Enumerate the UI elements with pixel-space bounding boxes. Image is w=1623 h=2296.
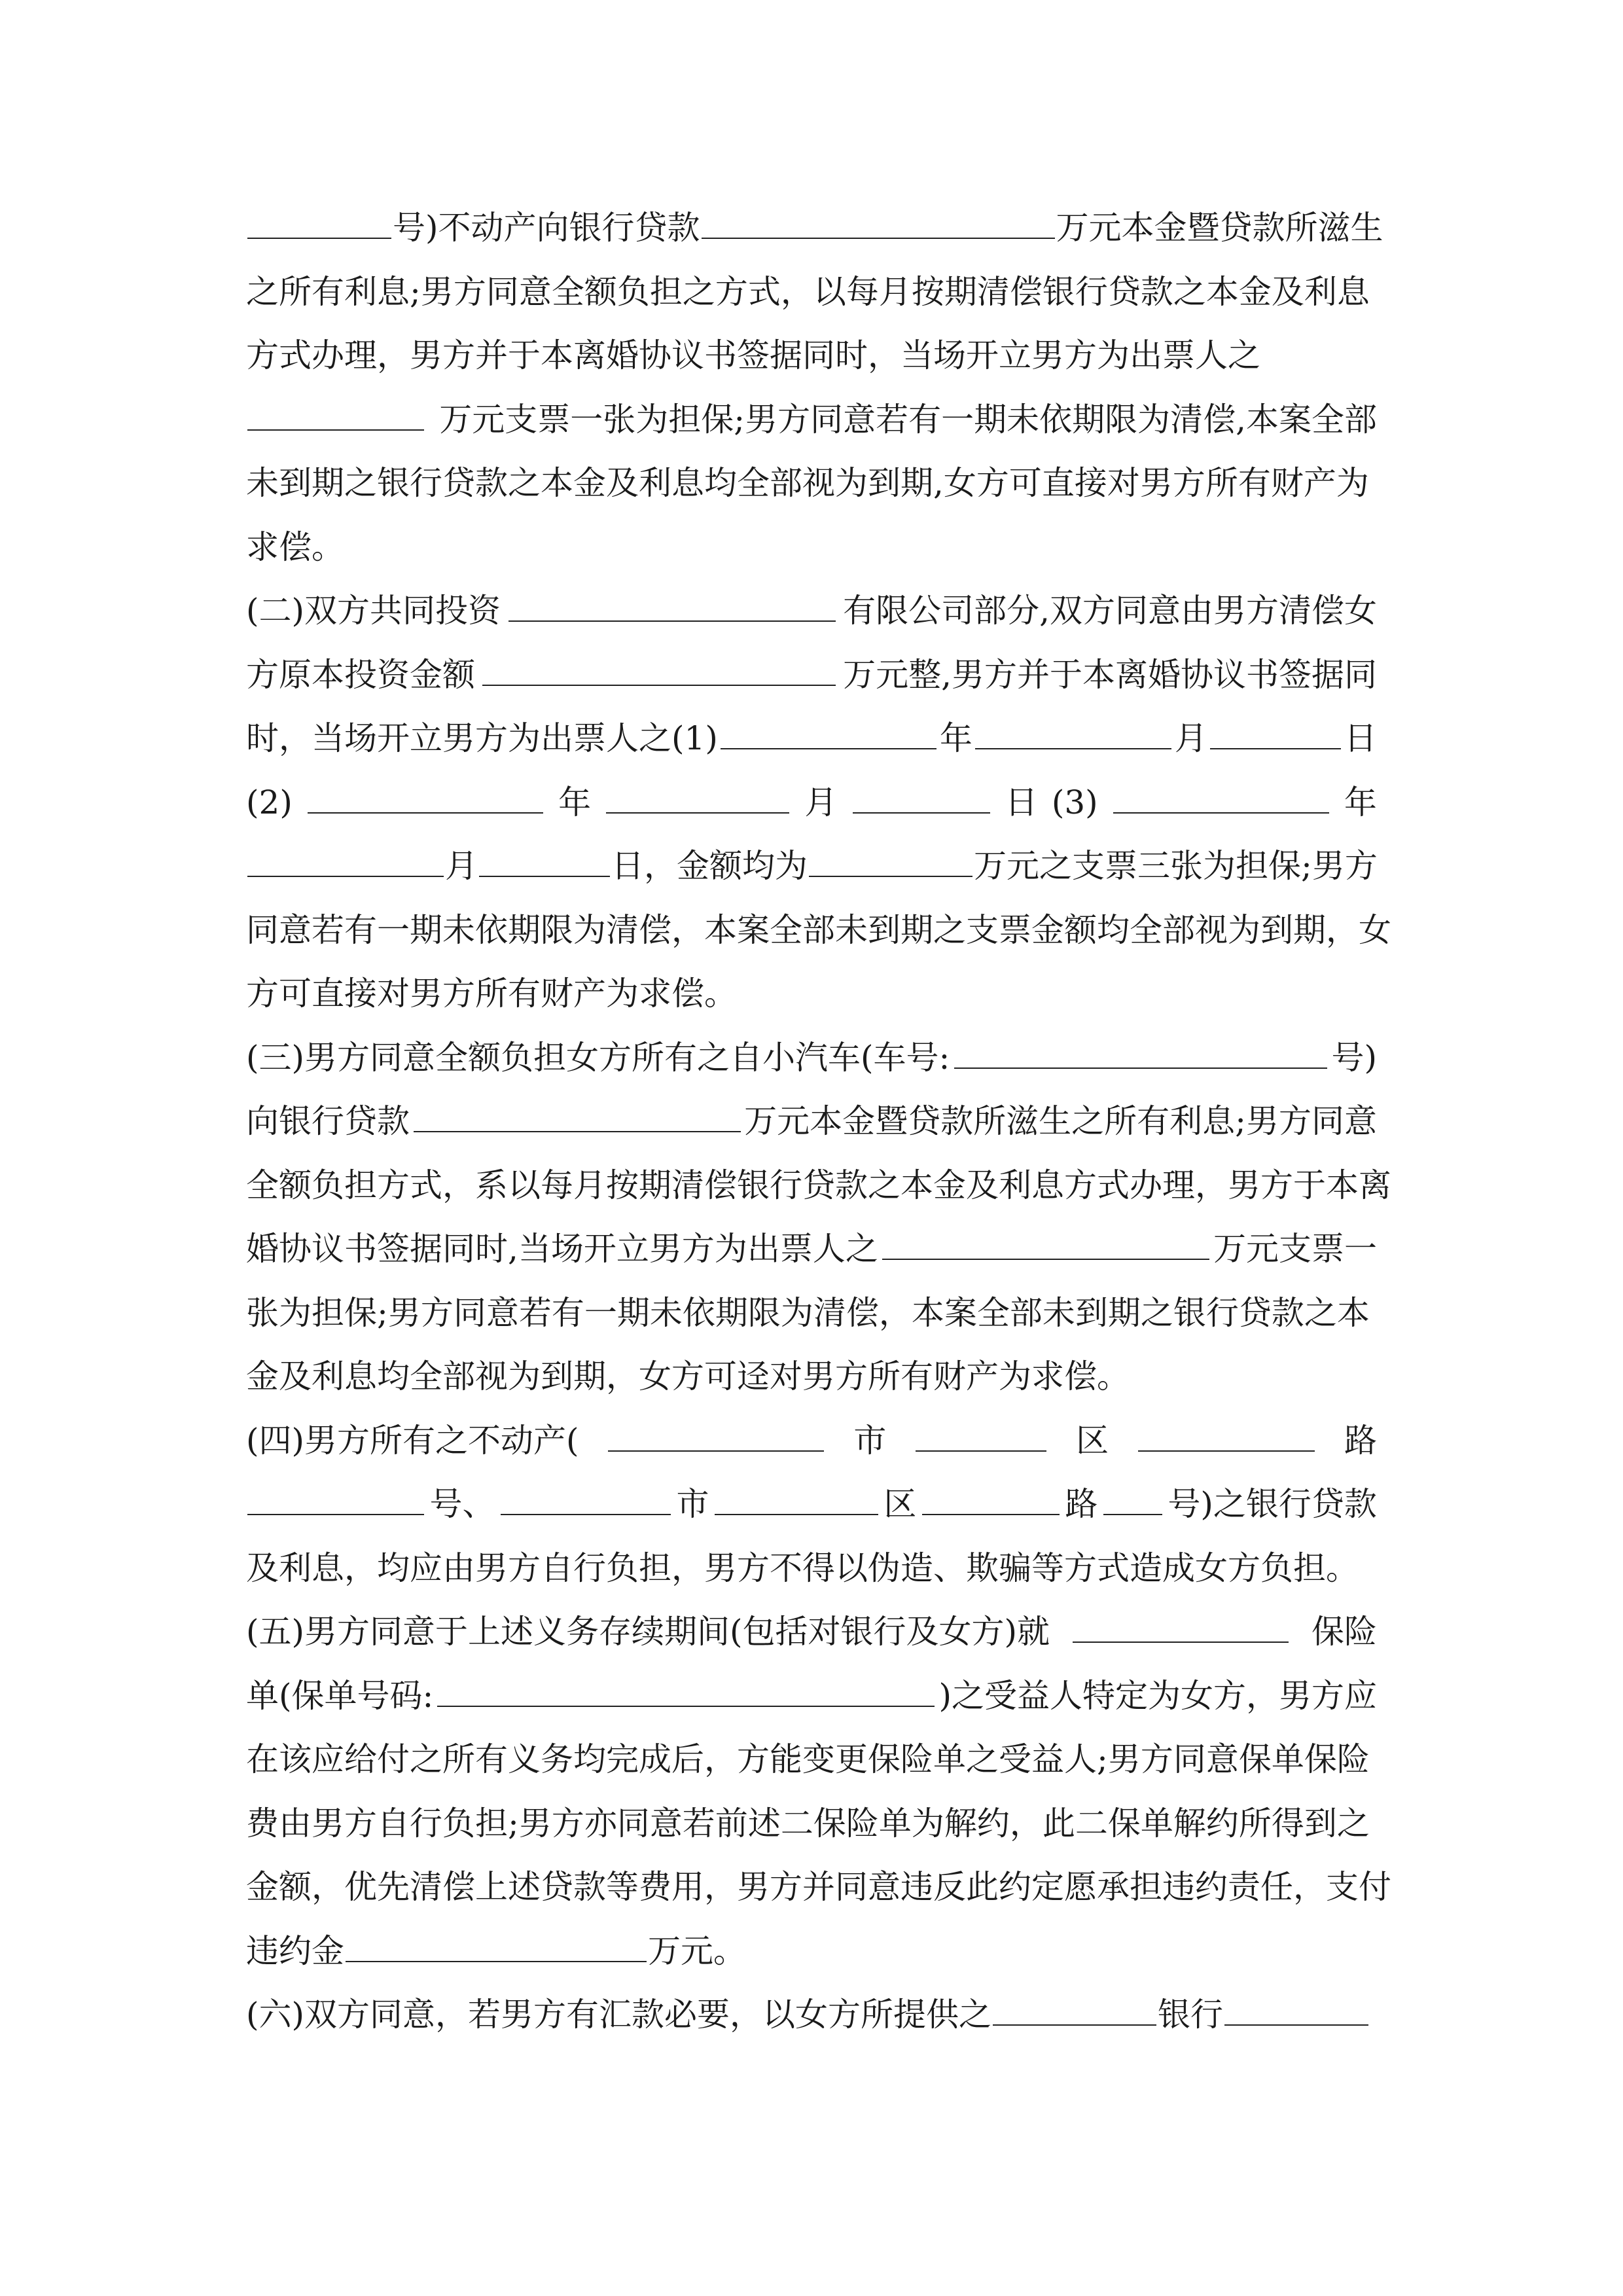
text-line [246, 707, 1377, 770]
text-segment: 号、 [429, 1485, 495, 1523]
text-segment: 万元之支票三张为担保;男方 [974, 847, 1378, 885]
text-line [246, 1282, 1377, 1345]
text-segment: 区 [1076, 1421, 1109, 1460]
fill-in-blank[interactable] [247, 390, 424, 431]
text-segment: 月 [445, 847, 478, 885]
text-segment: 费由男方自行负担;男方亦同意若前述二保险单为解约，此二保单解约所得到之 [246, 1804, 1370, 1842]
text-segment: 同意若有一期未依期限为清偿，本案全部未到期之支票金额均全部视为到期，女 [246, 910, 1391, 949]
text-segment: 市 [853, 1421, 887, 1460]
text-line [246, 388, 1377, 452]
text-segment: (二)双方共同投资 [246, 592, 501, 630]
text-line [246, 1983, 1377, 2047]
fill-in-blank[interactable] [882, 1219, 1209, 1260]
text-segment: 违约金 [246, 1931, 344, 1970]
text-segment: 金额，优先清偿上述贷款等费用，男方并同意违反此约定愿承担违约责任，支付 [246, 1868, 1391, 1906]
text-line [246, 452, 1377, 515]
text-segment: 保险 [1311, 1613, 1377, 1651]
text-segment: 方式办理，男方并于本离婚协议书签据同时，当场开立男方为出票人之 [246, 336, 1260, 374]
text-segment: 号)之银行贷款 [1168, 1485, 1377, 1523]
fill-in-blank[interactable] [809, 836, 972, 877]
text-segment: 求偿。 [246, 528, 344, 566]
text-line [246, 1856, 1391, 1919]
text-segment: )之受益人特定为女方，男方应 [938, 1676, 1377, 1715]
text-line [246, 1664, 1377, 1728]
text-line [246, 324, 1377, 387]
fill-in-blank[interactable] [993, 1985, 1156, 2026]
text-segment: 日，金额均为 [611, 847, 808, 885]
fill-in-blank[interactable] [346, 1922, 647, 1962]
text-segment: 万元。 [648, 1931, 746, 1970]
text-segment: 金及利息均全部视为到期，女方可迳对男方所有财产为求偿。 [246, 1357, 1130, 1395]
text-line [246, 643, 1377, 707]
text-segment: 年 [558, 783, 592, 821]
fill-in-blank[interactable] [508, 581, 836, 622]
text-segment: 号) [1331, 1038, 1377, 1077]
text-segment: 日 [1005, 783, 1038, 821]
text-line [246, 1537, 1377, 1600]
text-segment: 万元本金暨贷款所滋生之所有利息;男方同意 [744, 1102, 1377, 1140]
text-segment: 及利息，均应由男方自行负担，男方不得以伪造、欺骗等方式造成女方负担。 [246, 1549, 1359, 1587]
text-line [246, 260, 1377, 324]
fill-in-blank[interactable] [479, 836, 610, 877]
text-line [246, 962, 1377, 1026]
fill-in-blank[interactable] [501, 1475, 671, 1515]
text-segment: 方原本投资金额 [246, 655, 475, 694]
fill-in-blank[interactable] [308, 773, 543, 814]
text-line [246, 1217, 1377, 1281]
fill-in-blank[interactable] [247, 1475, 424, 1515]
text-line [246, 834, 1377, 898]
text-segment: 时，当场开立男方为出票人之(1) [246, 719, 718, 757]
fill-in-blank[interactable] [1138, 1411, 1315, 1452]
text-segment: 方可直接对男方所有财产为求偿。 [246, 975, 737, 1013]
text-segment: 年 [939, 719, 972, 757]
text-segment: 区 [883, 1485, 917, 1523]
fill-in-blank[interactable] [247, 836, 444, 877]
fill-in-blank[interactable] [1210, 709, 1341, 749]
fill-in-blank[interactable] [247, 198, 391, 239]
text-segment: 婚协议书签据同时,当场开立男方为出票人之 [246, 1230, 878, 1268]
text-segment: (2) [246, 783, 293, 821]
text-segment: 之所有利息;男方同意全额负担之方式，以每月按期清偿银行贷款之本金及利息 [246, 272, 1370, 311]
fill-in-blank[interactable] [1113, 773, 1329, 814]
text-segment: 日 [1344, 719, 1377, 757]
text-segment: 银行 [1158, 1996, 1224, 2034]
text-line [246, 1090, 1377, 1153]
fill-in-blank[interactable] [702, 198, 1055, 239]
text-segment: 号)不动产向银行贷款 [393, 209, 700, 247]
text-line [246, 1345, 1377, 1408]
text-segment: 在该应给付之所有义务均完成后，方能变更保险单之受益人;男方同意保单保险 [246, 1740, 1370, 1778]
text-line [246, 1409, 1377, 1473]
text-segment: 有限公司部分,双方同意由男方清偿女 [843, 592, 1377, 630]
fill-in-blank[interactable] [715, 1475, 878, 1515]
text-line [246, 516, 1377, 579]
text-segment: (五)男方同意于上述义务存续期间(包括对银行及女方)就 [246, 1613, 1050, 1651]
text-segment: 万元支票一 [1213, 1230, 1377, 1268]
text-line [246, 1792, 1377, 1856]
fill-in-blank[interactable] [414, 1092, 741, 1132]
text-line [246, 1920, 1377, 1983]
text-line [246, 1473, 1377, 1536]
text-line [246, 771, 1377, 834]
text-segment: 万元整,男方并于本离婚协议书签据同 [843, 655, 1377, 694]
text-line [246, 1600, 1377, 1664]
text-segment: 单(保单号码: [246, 1676, 434, 1715]
text-segment: 月 [804, 783, 838, 821]
fill-in-blank[interactable] [606, 773, 789, 814]
text-line [246, 899, 1391, 962]
text-line [246, 1154, 1391, 1217]
fill-in-blank[interactable] [437, 1666, 935, 1707]
fill-in-blank[interactable] [721, 709, 936, 749]
text-line [246, 1026, 1377, 1090]
text-segment: (六)双方同意，若男方有汇款必要，以女方所提供之 [246, 1996, 992, 2034]
text-line [246, 196, 1383, 260]
fill-in-blank[interactable] [916, 1411, 1046, 1452]
text-line [246, 579, 1377, 643]
fill-in-blank[interactable] [1224, 1985, 1368, 2026]
text-segment: 未到期之银行贷款之本金及利息均全部视为到期,女方可直接对男方所有财产为 [246, 464, 1369, 502]
text-segment: 年 [1344, 783, 1377, 821]
fill-in-blank[interactable] [853, 773, 990, 814]
text-segment: 全额负担方式，系以每月按期清偿银行贷款之本金及利息方式办理，男方于本离 [246, 1166, 1391, 1204]
text-segment: 张为担保;男方同意若有一期未依期限为清偿，本案全部未到期之银行贷款之本 [246, 1293, 1370, 1332]
text-segment: (三)男方同意全额负担女方所有之自小汽车(车号: [246, 1038, 950, 1077]
text-segment: 路 [1065, 1485, 1098, 1523]
fill-in-blank[interactable] [608, 1411, 824, 1452]
text-segment: 路 [1344, 1421, 1377, 1460]
fill-in-blank[interactable] [922, 1475, 1060, 1515]
text-line [246, 1728, 1377, 1791]
text-segment: 月 [1174, 719, 1207, 757]
text-segment: (四)男方所有之不动产( [246, 1421, 579, 1460]
text-segment: 万元支票一张为担保;男方同意若有一期未依期限为清偿,本案全部 [439, 400, 1377, 439]
fill-in-blank[interactable] [1073, 1602, 1289, 1643]
text-segment: 万元本金暨贷款所滋生 [1056, 209, 1383, 247]
text-segment: 向银行贷款 [246, 1102, 410, 1140]
fill-in-blank[interactable] [954, 1028, 1327, 1069]
fill-in-blank[interactable] [975, 709, 1171, 749]
text-segment: 市 [676, 1485, 709, 1523]
fill-in-blank[interactable] [482, 645, 836, 686]
text-segment: (3) [1051, 783, 1098, 821]
fill-in-blank[interactable] [1103, 1475, 1162, 1515]
